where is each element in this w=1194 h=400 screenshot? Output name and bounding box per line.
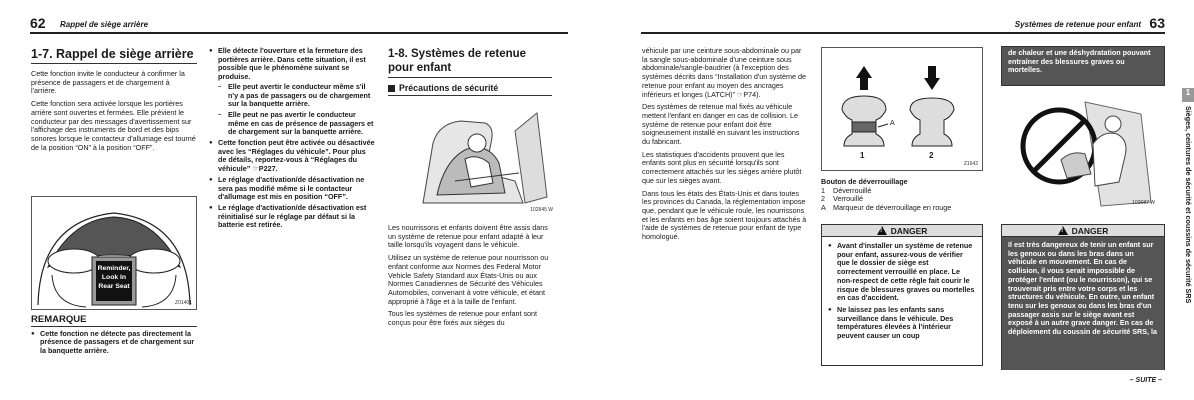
bullet-item: ● Le réglage d'activation/de désactivation est réinitialisé sur le réglage par défaut si la batterie est retirée. [209, 204, 375, 230]
paragraph: Les nourrissons et enfants doivent être assis dans un système de retenue pour enfant adapté à leur taille lorsqu'ils voyagent dans le véhicule. [388, 223, 548, 250]
paragraph: Dans tous les états des États-Unis et dans toutes les provinces du Canada, la réglementation impose que, pendant que le véhicule roule, les nourrissons et les enfants en bas âge soient toujours attachés à l'aide de systèmes de retenue pour enfant de type homologué. [642, 188, 807, 242]
figure-code: Z01401 [175, 300, 192, 306]
label-2: 2 [929, 151, 934, 160]
reminder-display [96, 264, 132, 291]
left-col-2 [209, 47, 375, 232]
release-button-illustration [822, 48, 982, 170]
label-1: 1 [860, 151, 865, 160]
display-line: Look In [101, 274, 127, 281]
legend-row: A Marqueur de déverrouillage en rouge [821, 203, 952, 213]
left-col-3-body [388, 224, 552, 332]
left-header [30, 14, 568, 34]
bullet-text: Elle détecte l'ouverture et la fermeture des portières arrière. Dans cette situation, il est possible que le phénomène suivant se produise. [218, 46, 366, 82]
paragraph: Cette fonction invite le conducteur à confirmer la présence de passagers et de chargement à l'arrière. [31, 69, 185, 96]
suite-label: – SUITE – [1129, 377, 1162, 384]
paragraph: Cette fonction sera activée lorsque les portières arrière sont ouvertes et fermées. Elle prévient le conducteur par des messages d'avertissement sur l'affichage des instruments de bord et des bips sonores lorsque le contacteur d'allumage est tourné de la position “ON” à la position “OFF”. [31, 99, 196, 152]
figure-code: 102845 W [530, 207, 553, 213]
danger-header: ! DANGER [822, 225, 982, 237]
left-header-title: Rappel de siège arrière [60, 20, 149, 29]
display-line: Rear Seat [98, 283, 130, 290]
release-legend [821, 178, 983, 213]
square-bullet-icon [388, 85, 395, 92]
right-page-number: 63 [1149, 15, 1165, 31]
section-title-1-7: 1-7. Rappel de siège arrière [31, 47, 197, 64]
danger-text: Il est très dangereux de tenir un enfant sur les genoux ou dans les bras dans un véhicule en mouvement. En cas de collision, il vous serait impossible de protéger l'enfant (ou le nourrisson), qui se trouverait pris entre votre corps et les structures du véhicule. En outre, un enfant tenu sur les genoux ou dans les bras d'un passager assis sur le siège avant est exposé à un autre grave danger. En cas de déploiement du coussin de sécurité SRS, la [1002, 237, 1164, 370]
legend-title: Bouton de déverrouillage [821, 177, 908, 186]
bullet-item [209, 47, 375, 137]
warning-triangle-icon: ! [877, 226, 887, 235]
subsection-title: Précautions de sécurité [388, 84, 552, 96]
danger-item: ● Avant d'installer un système de retenue pour enfant, assurez-vous de vérifier que le dossier de siège est correctement verrouillé en place. Le non-respect de cette règle fait courir le risque de blessures graves ou mortelles en cas d'accident. [828, 242, 976, 303]
bullet-item: ● Cette fonction peut être activée ou désactivée avec les “Réglages du véhicule”. Pour plus de détails, reportez-vous à “Réglages du véhicule” ☞P227. [209, 139, 375, 174]
danger-continued-box [1001, 46, 1165, 86]
figure-code: 102687 W [1132, 200, 1155, 206]
chapter-tab: 1 [1182, 88, 1194, 102]
paragraph: Tous les systèmes de retenue pour enfant sont conçus pour être fixés aux sièges du [388, 309, 538, 328]
instrument-cluster-illustration [32, 197, 196, 309]
display-line: Reminder, [97, 265, 131, 272]
sub-item: – Elle peut ne pas avertir le conducteur même en cas de présence de passagers et de chargement sur la banquette arrière. [218, 111, 375, 137]
paragraph: Des systèmes de retenue mal fixés au véhicule mettent l'enfant en danger en cas de collision. Le système de retenue pour enfant doit être soigneusement installé en suivant les instructions du fabricant. [642, 102, 800, 147]
right-header [641, 14, 1165, 34]
figure-code: Z1642 [963, 161, 978, 167]
paragraph: véhicule par une ceinture sous-abdominale ou par la sangle sous-abdominale d'une ceinture sous abdominale/sangle-baudrier (à l'exception des systèmes décrits dans “Installation d'un système de retenue pour enfant au moyen des ancrages inférieurs et longes (LATCH)” ☞P74). [642, 46, 806, 99]
danger-item: ● Ne laissez pas les enfants sans surveillance dans le véhicule. Des températures élevées à l'intérieur peuvent causer un coup [828, 306, 976, 341]
vertical-chapter-title: Sièges, ceintures de sécurité et coussins de sécurité SRS [1184, 106, 1193, 304]
paragraph: Utilisez un système de retenue pour nourrisson ou enfant conforme aux Normes des Federal Motor Vehicle Safety Standard aux États-Unis ou aux Normes Canadiennes de Sécurité des Véhicules Automobiles, convenant à votre véhicule, et étant approprié à l'âge et à la taille de l'enfant. [388, 253, 549, 306]
lap-child-illustration [1001, 90, 1165, 210]
legend-row: 2 Verrouillé [821, 194, 863, 204]
reminder-figure [31, 196, 197, 310]
warning-triangle-icon: ! [1058, 226, 1068, 235]
lap-child-figure [1001, 90, 1165, 210]
remarque-title: REMARQUE [31, 316, 197, 327]
release-button-figure [821, 47, 983, 171]
bullet-item: ● Le réglage d'activation/de désactivation ne sera pas modifié même si le contacteur d'allumage est mis en position “OFF”. [209, 176, 375, 202]
danger-box-2 [1001, 224, 1165, 370]
right-page [597, 0, 1194, 400]
paragraph: Les statistiques d'accidents prouvent que les enfants sont plus en sécurité lorsqu'ils sont correctement attachés sur les sièges arrière plutôt que sur les sièges avant. [642, 149, 802, 185]
sub-item: – Elle peut avertir le conducteur même s'il n'y a pas de passagers ou de chargement sur la banquette arrière. [218, 83, 375, 109]
left-col-1 [31, 47, 197, 156]
remarque-block [31, 316, 197, 358]
right-col-1 [642, 47, 808, 246]
continued-text: de chaleur et une déshydratation pouvant entraîner des blessures graves ou mortelles. [1008, 48, 1151, 75]
danger-box-1 [821, 224, 983, 366]
child-seat-figure [415, 103, 555, 215]
child-seat-illustration [415, 103, 555, 215]
left-page-number: 62 [30, 15, 46, 31]
section-title-1-8: 1-8. Systèmes de retenue pour enfant [388, 47, 552, 78]
danger-list [822, 237, 982, 341]
label-a: A [890, 120, 895, 127]
remarque-item: ● Cette fonction ne détecte pas directement la présence de passagers et de chargement sur la banquette arrière. [31, 330, 197, 356]
right-header-title: Systèmes de retenue pour enfant [1014, 20, 1141, 29]
legend-row: 1 Déverrouillé [821, 185, 872, 195]
danger-header: ! DANGER [1002, 225, 1164, 237]
left-col-3 [388, 47, 552, 104]
